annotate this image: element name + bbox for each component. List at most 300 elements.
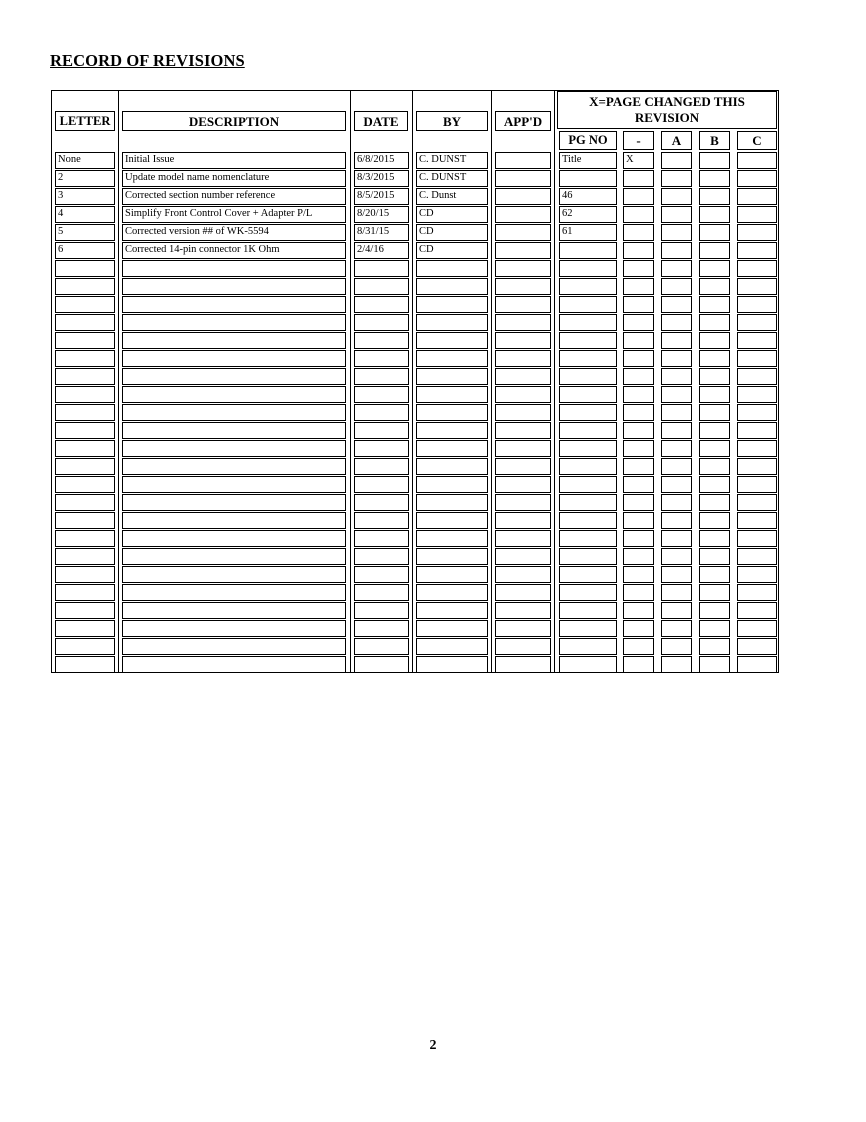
cell-appd xyxy=(495,548,551,565)
cell-date xyxy=(354,404,409,421)
cell-a xyxy=(661,224,692,241)
cell-letter xyxy=(55,656,115,673)
cell-date xyxy=(354,278,409,295)
cell-a xyxy=(661,566,692,583)
cell-c xyxy=(737,620,777,637)
cell-appd xyxy=(495,512,551,529)
cell-description xyxy=(122,638,346,655)
cell-by xyxy=(416,620,488,637)
cell-date xyxy=(354,350,409,367)
cell-pg-no xyxy=(559,656,617,673)
cell-b xyxy=(699,242,730,259)
cell-a xyxy=(661,170,692,187)
cell-date xyxy=(354,476,409,493)
cell-c xyxy=(737,494,777,511)
cell-a xyxy=(661,332,692,349)
cell-dash xyxy=(623,206,654,223)
cell-description: Corrected section number reference xyxy=(122,188,346,205)
cell-date: 8/31/15 xyxy=(354,224,409,241)
cell-pg-no xyxy=(559,638,617,655)
page-title: RECORD OF REVISIONS xyxy=(50,51,245,70)
cell-a xyxy=(661,638,692,655)
cell-letter: 6 xyxy=(55,242,115,259)
cell-pg-no xyxy=(559,422,617,439)
column-divider xyxy=(412,90,413,673)
cell-by xyxy=(416,422,488,439)
cell-description xyxy=(122,368,346,385)
cell-c xyxy=(737,656,777,673)
cell-dash xyxy=(623,242,654,259)
cell-dash xyxy=(623,260,654,277)
cell-date xyxy=(354,638,409,655)
header-page-changed-line1: X=PAGE CHANGED THIS xyxy=(589,94,745,109)
cell-by: C. Dunst xyxy=(416,188,488,205)
cell-date xyxy=(354,260,409,277)
cell-pg-no: 46 xyxy=(559,188,617,205)
cell-letter xyxy=(55,386,115,403)
cell-dash xyxy=(623,620,654,637)
cell-a xyxy=(661,152,692,169)
cell-pg-no xyxy=(559,494,617,511)
cell-appd xyxy=(495,206,551,223)
cell-b xyxy=(699,548,730,565)
cell-description xyxy=(122,386,346,403)
cell-letter xyxy=(55,314,115,331)
cell-by: C. DUNST xyxy=(416,170,488,187)
cell-description: Simplify Front Control Cover + Adapter P/L xyxy=(122,206,346,223)
cell-appd xyxy=(495,368,551,385)
cell-appd xyxy=(495,296,551,313)
cell-c xyxy=(737,566,777,583)
cell-pg-no xyxy=(559,404,617,421)
cell-c xyxy=(737,638,777,655)
cell-pg-no xyxy=(559,242,617,259)
cell-b xyxy=(699,494,730,511)
cell-a xyxy=(661,548,692,565)
cell-appd xyxy=(495,242,551,259)
header-appd: APP'D xyxy=(495,111,551,131)
cell-b xyxy=(699,530,730,547)
cell-letter: None xyxy=(55,152,115,169)
cell-by xyxy=(416,440,488,457)
cell-b xyxy=(699,386,730,403)
header-letter: LETTER xyxy=(55,111,115,131)
cell-a xyxy=(661,458,692,475)
cell-pg-no: 62 xyxy=(559,206,617,223)
cell-a xyxy=(661,368,692,385)
cell-by xyxy=(416,296,488,313)
cell-appd xyxy=(495,620,551,637)
cell-letter xyxy=(55,350,115,367)
cell-letter xyxy=(55,548,115,565)
cell-by xyxy=(416,314,488,331)
cell-dash xyxy=(623,350,654,367)
cell-description xyxy=(122,656,346,673)
cell-by: CD xyxy=(416,206,488,223)
cell-b xyxy=(699,638,730,655)
cell-letter xyxy=(55,566,115,583)
header-c: C xyxy=(737,131,777,150)
cell-appd xyxy=(495,566,551,583)
cell-a xyxy=(661,350,692,367)
cell-letter xyxy=(55,440,115,457)
cell-b xyxy=(699,440,730,457)
cell-description: Update model name nomenclature xyxy=(122,170,346,187)
cell-a xyxy=(661,242,692,259)
cell-date: 6/8/2015 xyxy=(354,152,409,169)
cell-by xyxy=(416,350,488,367)
cell-date xyxy=(354,584,409,601)
cell-pg-no xyxy=(559,548,617,565)
cell-description: Initial Issue xyxy=(122,152,346,169)
cell-appd xyxy=(495,656,551,673)
cell-by xyxy=(416,512,488,529)
cell-letter: 3 xyxy=(55,188,115,205)
cell-dash xyxy=(623,494,654,511)
cell-b xyxy=(699,368,730,385)
cell-date xyxy=(354,602,409,619)
cell-c xyxy=(737,386,777,403)
cell-a xyxy=(661,656,692,673)
cell-by xyxy=(416,548,488,565)
cell-appd xyxy=(495,458,551,475)
cell-letter xyxy=(55,638,115,655)
cell-c xyxy=(737,314,777,331)
cell-by xyxy=(416,386,488,403)
cell-dash xyxy=(623,314,654,331)
cell-dash xyxy=(623,422,654,439)
cell-pg-no xyxy=(559,314,617,331)
cell-dash: X xyxy=(623,152,654,169)
cell-description: Corrected version ## of WK-5594 xyxy=(122,224,346,241)
cell-pg-no xyxy=(559,332,617,349)
cell-c xyxy=(737,548,777,565)
cell-c xyxy=(737,332,777,349)
cell-letter: 4 xyxy=(55,206,115,223)
cell-pg-no xyxy=(559,512,617,529)
cell-date xyxy=(354,656,409,673)
cell-a xyxy=(661,206,692,223)
cell-dash xyxy=(623,656,654,673)
cell-description xyxy=(122,548,346,565)
cell-pg-no xyxy=(559,602,617,619)
cell-letter xyxy=(55,530,115,547)
cell-b xyxy=(699,206,730,223)
cell-b xyxy=(699,188,730,205)
header-page-changed xyxy=(557,91,777,129)
cell-description xyxy=(122,494,346,511)
cell-dash xyxy=(623,458,654,475)
cell-date xyxy=(354,620,409,637)
cell-dash xyxy=(623,476,654,493)
cell-appd xyxy=(495,602,551,619)
cell-description xyxy=(122,314,346,331)
cell-date: 8/3/2015 xyxy=(354,170,409,187)
cell-a xyxy=(661,476,692,493)
cell-b xyxy=(699,278,730,295)
page-number: 2 xyxy=(429,1038,437,1053)
cell-appd xyxy=(495,314,551,331)
cell-letter xyxy=(55,584,115,601)
cell-c xyxy=(737,170,777,187)
cell-pg-no xyxy=(559,296,617,313)
cell-letter: 5 xyxy=(55,224,115,241)
cell-b xyxy=(699,314,730,331)
cell-c xyxy=(737,404,777,421)
cell-dash xyxy=(623,296,654,313)
cell-appd xyxy=(495,422,551,439)
cell-description xyxy=(122,278,346,295)
cell-by xyxy=(416,530,488,547)
cell-c xyxy=(737,512,777,529)
cell-b xyxy=(699,152,730,169)
cell-letter xyxy=(55,602,115,619)
cell-appd xyxy=(495,584,551,601)
cell-by xyxy=(416,494,488,511)
cell-c xyxy=(737,584,777,601)
cell-appd xyxy=(495,350,551,367)
cell-b xyxy=(699,476,730,493)
cell-pg-no xyxy=(559,260,617,277)
cell-description xyxy=(122,476,346,493)
cell-by xyxy=(416,278,488,295)
header-b: B xyxy=(699,131,730,150)
cell-letter xyxy=(55,458,115,475)
cell-pg-no xyxy=(559,530,617,547)
cell-by xyxy=(416,638,488,655)
cell-a xyxy=(661,422,692,439)
cell-dash xyxy=(623,386,654,403)
header-date: DATE xyxy=(354,111,408,131)
cell-by xyxy=(416,476,488,493)
cell-a xyxy=(661,296,692,313)
cell-c xyxy=(737,350,777,367)
cell-b xyxy=(699,458,730,475)
cell-date xyxy=(354,386,409,403)
cell-date xyxy=(354,332,409,349)
cell-appd xyxy=(495,170,551,187)
cell-date xyxy=(354,296,409,313)
cell-description xyxy=(122,602,346,619)
cell-description: Corrected 14-pin connector 1K Ohm xyxy=(122,242,346,259)
cell-date: 2/4/16 xyxy=(354,242,409,259)
cell-description xyxy=(122,440,346,457)
cell-by xyxy=(416,566,488,583)
cell-a xyxy=(661,620,692,637)
cell-dash xyxy=(623,548,654,565)
cell-a xyxy=(661,314,692,331)
cell-appd xyxy=(495,278,551,295)
cell-by xyxy=(416,260,488,277)
cell-a xyxy=(661,494,692,511)
cell-a xyxy=(661,584,692,601)
column-divider xyxy=(491,90,492,673)
cell-dash xyxy=(623,584,654,601)
cell-by xyxy=(416,332,488,349)
cell-description xyxy=(122,332,346,349)
header-description: DESCRIPTION xyxy=(122,111,346,131)
cell-date xyxy=(354,530,409,547)
cell-letter xyxy=(55,332,115,349)
cell-letter xyxy=(55,368,115,385)
cell-date xyxy=(354,368,409,385)
cell-description xyxy=(122,530,346,547)
cell-b xyxy=(699,404,730,421)
cell-appd xyxy=(495,404,551,421)
cell-by: CD xyxy=(416,242,488,259)
cell-a xyxy=(661,260,692,277)
cell-c xyxy=(737,152,777,169)
cell-b xyxy=(699,602,730,619)
cell-a xyxy=(661,602,692,619)
cell-b xyxy=(699,350,730,367)
cell-pg-no xyxy=(559,458,617,475)
cell-a xyxy=(661,530,692,547)
cell-date xyxy=(354,314,409,331)
cell-letter xyxy=(55,422,115,439)
cell-pg-no xyxy=(559,584,617,601)
cell-letter xyxy=(55,260,115,277)
cell-a xyxy=(661,440,692,457)
header-by: BY xyxy=(416,111,488,131)
cell-letter xyxy=(55,296,115,313)
cell-b xyxy=(699,260,730,277)
cell-dash xyxy=(623,512,654,529)
header-dash: - xyxy=(623,131,654,150)
cell-pg-no: Title xyxy=(559,152,617,169)
cell-dash xyxy=(623,224,654,241)
cell-by: C. DUNST xyxy=(416,152,488,169)
cell-dash xyxy=(623,278,654,295)
cell-date xyxy=(354,548,409,565)
cell-c xyxy=(737,458,777,475)
cell-appd xyxy=(495,476,551,493)
cell-dash xyxy=(623,566,654,583)
cell-b xyxy=(699,422,730,439)
cell-description xyxy=(122,260,346,277)
cell-b xyxy=(699,512,730,529)
cell-description xyxy=(122,422,346,439)
cell-description xyxy=(122,566,346,583)
cell-appd xyxy=(495,530,551,547)
cell-pg-no xyxy=(559,170,617,187)
cell-by xyxy=(416,656,488,673)
cell-a xyxy=(661,386,692,403)
cell-appd xyxy=(495,188,551,205)
cell-c xyxy=(737,602,777,619)
cell-letter xyxy=(55,278,115,295)
cell-by: CD xyxy=(416,224,488,241)
cell-appd xyxy=(495,440,551,457)
cell-description xyxy=(122,458,346,475)
cell-b xyxy=(699,620,730,637)
cell-dash xyxy=(623,332,654,349)
cell-pg-no: 61 xyxy=(559,224,617,241)
cell-letter xyxy=(55,512,115,529)
cell-description xyxy=(122,404,346,421)
cell-description xyxy=(122,512,346,529)
cell-b xyxy=(699,296,730,313)
cell-pg-no xyxy=(559,368,617,385)
cell-a xyxy=(661,512,692,529)
cell-date xyxy=(354,440,409,457)
cell-appd xyxy=(495,332,551,349)
cell-date: 8/20/15 xyxy=(354,206,409,223)
cell-b xyxy=(699,170,730,187)
cell-appd xyxy=(495,152,551,169)
cell-b xyxy=(699,224,730,241)
cell-description xyxy=(122,584,346,601)
cell-dash xyxy=(623,404,654,421)
cell-c xyxy=(737,422,777,439)
cell-appd xyxy=(495,494,551,511)
cell-pg-no xyxy=(559,278,617,295)
cell-appd xyxy=(495,638,551,655)
cell-date xyxy=(354,566,409,583)
cell-letter xyxy=(55,404,115,421)
cell-date: 8/5/2015 xyxy=(354,188,409,205)
cell-dash xyxy=(623,602,654,619)
cell-pg-no xyxy=(559,566,617,583)
cell-c xyxy=(737,530,777,547)
cell-dash xyxy=(623,440,654,457)
cell-pg-no xyxy=(559,350,617,367)
cell-letter xyxy=(55,620,115,637)
column-divider xyxy=(554,90,555,673)
cell-b xyxy=(699,584,730,601)
cell-c xyxy=(737,260,777,277)
cell-c xyxy=(737,296,777,313)
cell-c xyxy=(737,224,777,241)
cell-letter xyxy=(55,494,115,511)
cell-b xyxy=(699,566,730,583)
cell-dash xyxy=(623,368,654,385)
cell-letter: 2 xyxy=(55,170,115,187)
cell-appd xyxy=(495,260,551,277)
cell-pg-no xyxy=(559,620,617,637)
header-a: A xyxy=(661,131,692,150)
cell-c xyxy=(737,188,777,205)
cell-c xyxy=(737,278,777,295)
cell-c xyxy=(737,206,777,223)
cell-date xyxy=(354,458,409,475)
cell-by xyxy=(416,368,488,385)
cell-dash xyxy=(623,530,654,547)
cell-c xyxy=(737,368,777,385)
cell-date xyxy=(354,422,409,439)
cell-description xyxy=(122,620,346,637)
cell-pg-no xyxy=(559,476,617,493)
cell-a xyxy=(661,404,692,421)
cell-description xyxy=(122,296,346,313)
cell-pg-no xyxy=(559,440,617,457)
cell-date xyxy=(354,494,409,511)
cell-dash xyxy=(623,638,654,655)
cell-dash xyxy=(623,170,654,187)
cell-b xyxy=(699,332,730,349)
column-divider xyxy=(118,90,119,673)
cell-c xyxy=(737,242,777,259)
column-divider xyxy=(350,90,351,673)
cell-pg-no xyxy=(559,386,617,403)
cell-date xyxy=(354,512,409,529)
header-pg-no: PG NO xyxy=(559,131,617,150)
cell-by xyxy=(416,458,488,475)
cell-a xyxy=(661,278,692,295)
cell-appd xyxy=(495,224,551,241)
cell-letter xyxy=(55,476,115,493)
cell-b xyxy=(699,656,730,673)
